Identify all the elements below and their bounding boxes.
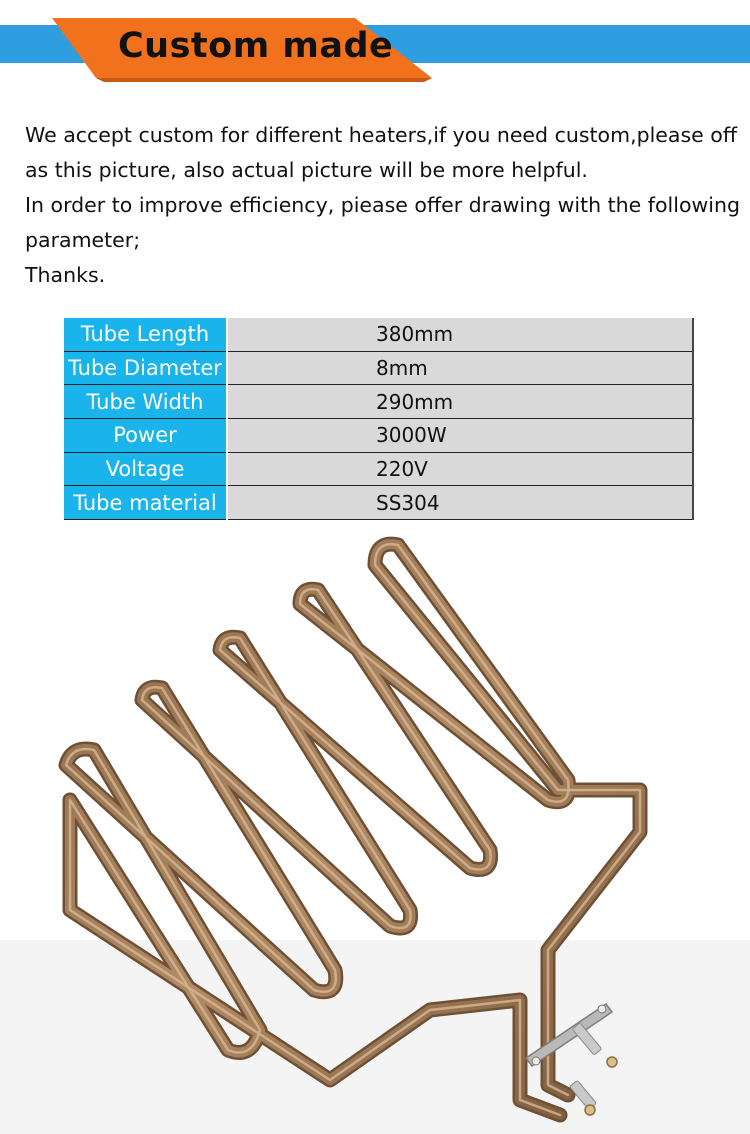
banner-title: Custom made xyxy=(118,26,394,66)
heater-element-photo xyxy=(0,528,750,1134)
table-row xyxy=(64,385,693,419)
param-value: 380mm xyxy=(227,318,693,351)
intro-line: We accept custom for different heaters,if you need custom,please off xyxy=(25,123,737,147)
table-row xyxy=(64,486,693,520)
intro-text xyxy=(25,118,740,293)
param-label: Power xyxy=(64,418,227,452)
param-value: 290mm xyxy=(227,385,693,419)
table-row xyxy=(64,418,693,452)
table-row xyxy=(64,318,693,351)
intro-line: In order to improve efficiency, piease offer drawing with the following xyxy=(25,193,740,217)
header-banner xyxy=(0,0,750,110)
mounting-flange xyxy=(526,1004,612,1066)
param-label: Tube Width xyxy=(64,385,227,419)
parameter-table xyxy=(64,318,694,520)
param-label: Tube Diameter xyxy=(64,351,227,385)
param-label: Voltage xyxy=(64,452,227,486)
param-value: 3000W xyxy=(227,418,693,452)
table-row xyxy=(64,351,693,385)
table-row xyxy=(64,452,693,486)
param-value: 220V xyxy=(227,452,693,486)
param-value: SS304 xyxy=(227,486,693,520)
intro-line: parameter; xyxy=(25,228,141,252)
intro-line: Thanks. xyxy=(25,263,106,287)
param-label: Tube Length xyxy=(64,318,227,351)
param-label: Tube material xyxy=(64,486,227,520)
intro-line: as this picture, also actual picture will be more helpful. xyxy=(25,158,588,182)
param-value: 8mm xyxy=(227,351,693,385)
